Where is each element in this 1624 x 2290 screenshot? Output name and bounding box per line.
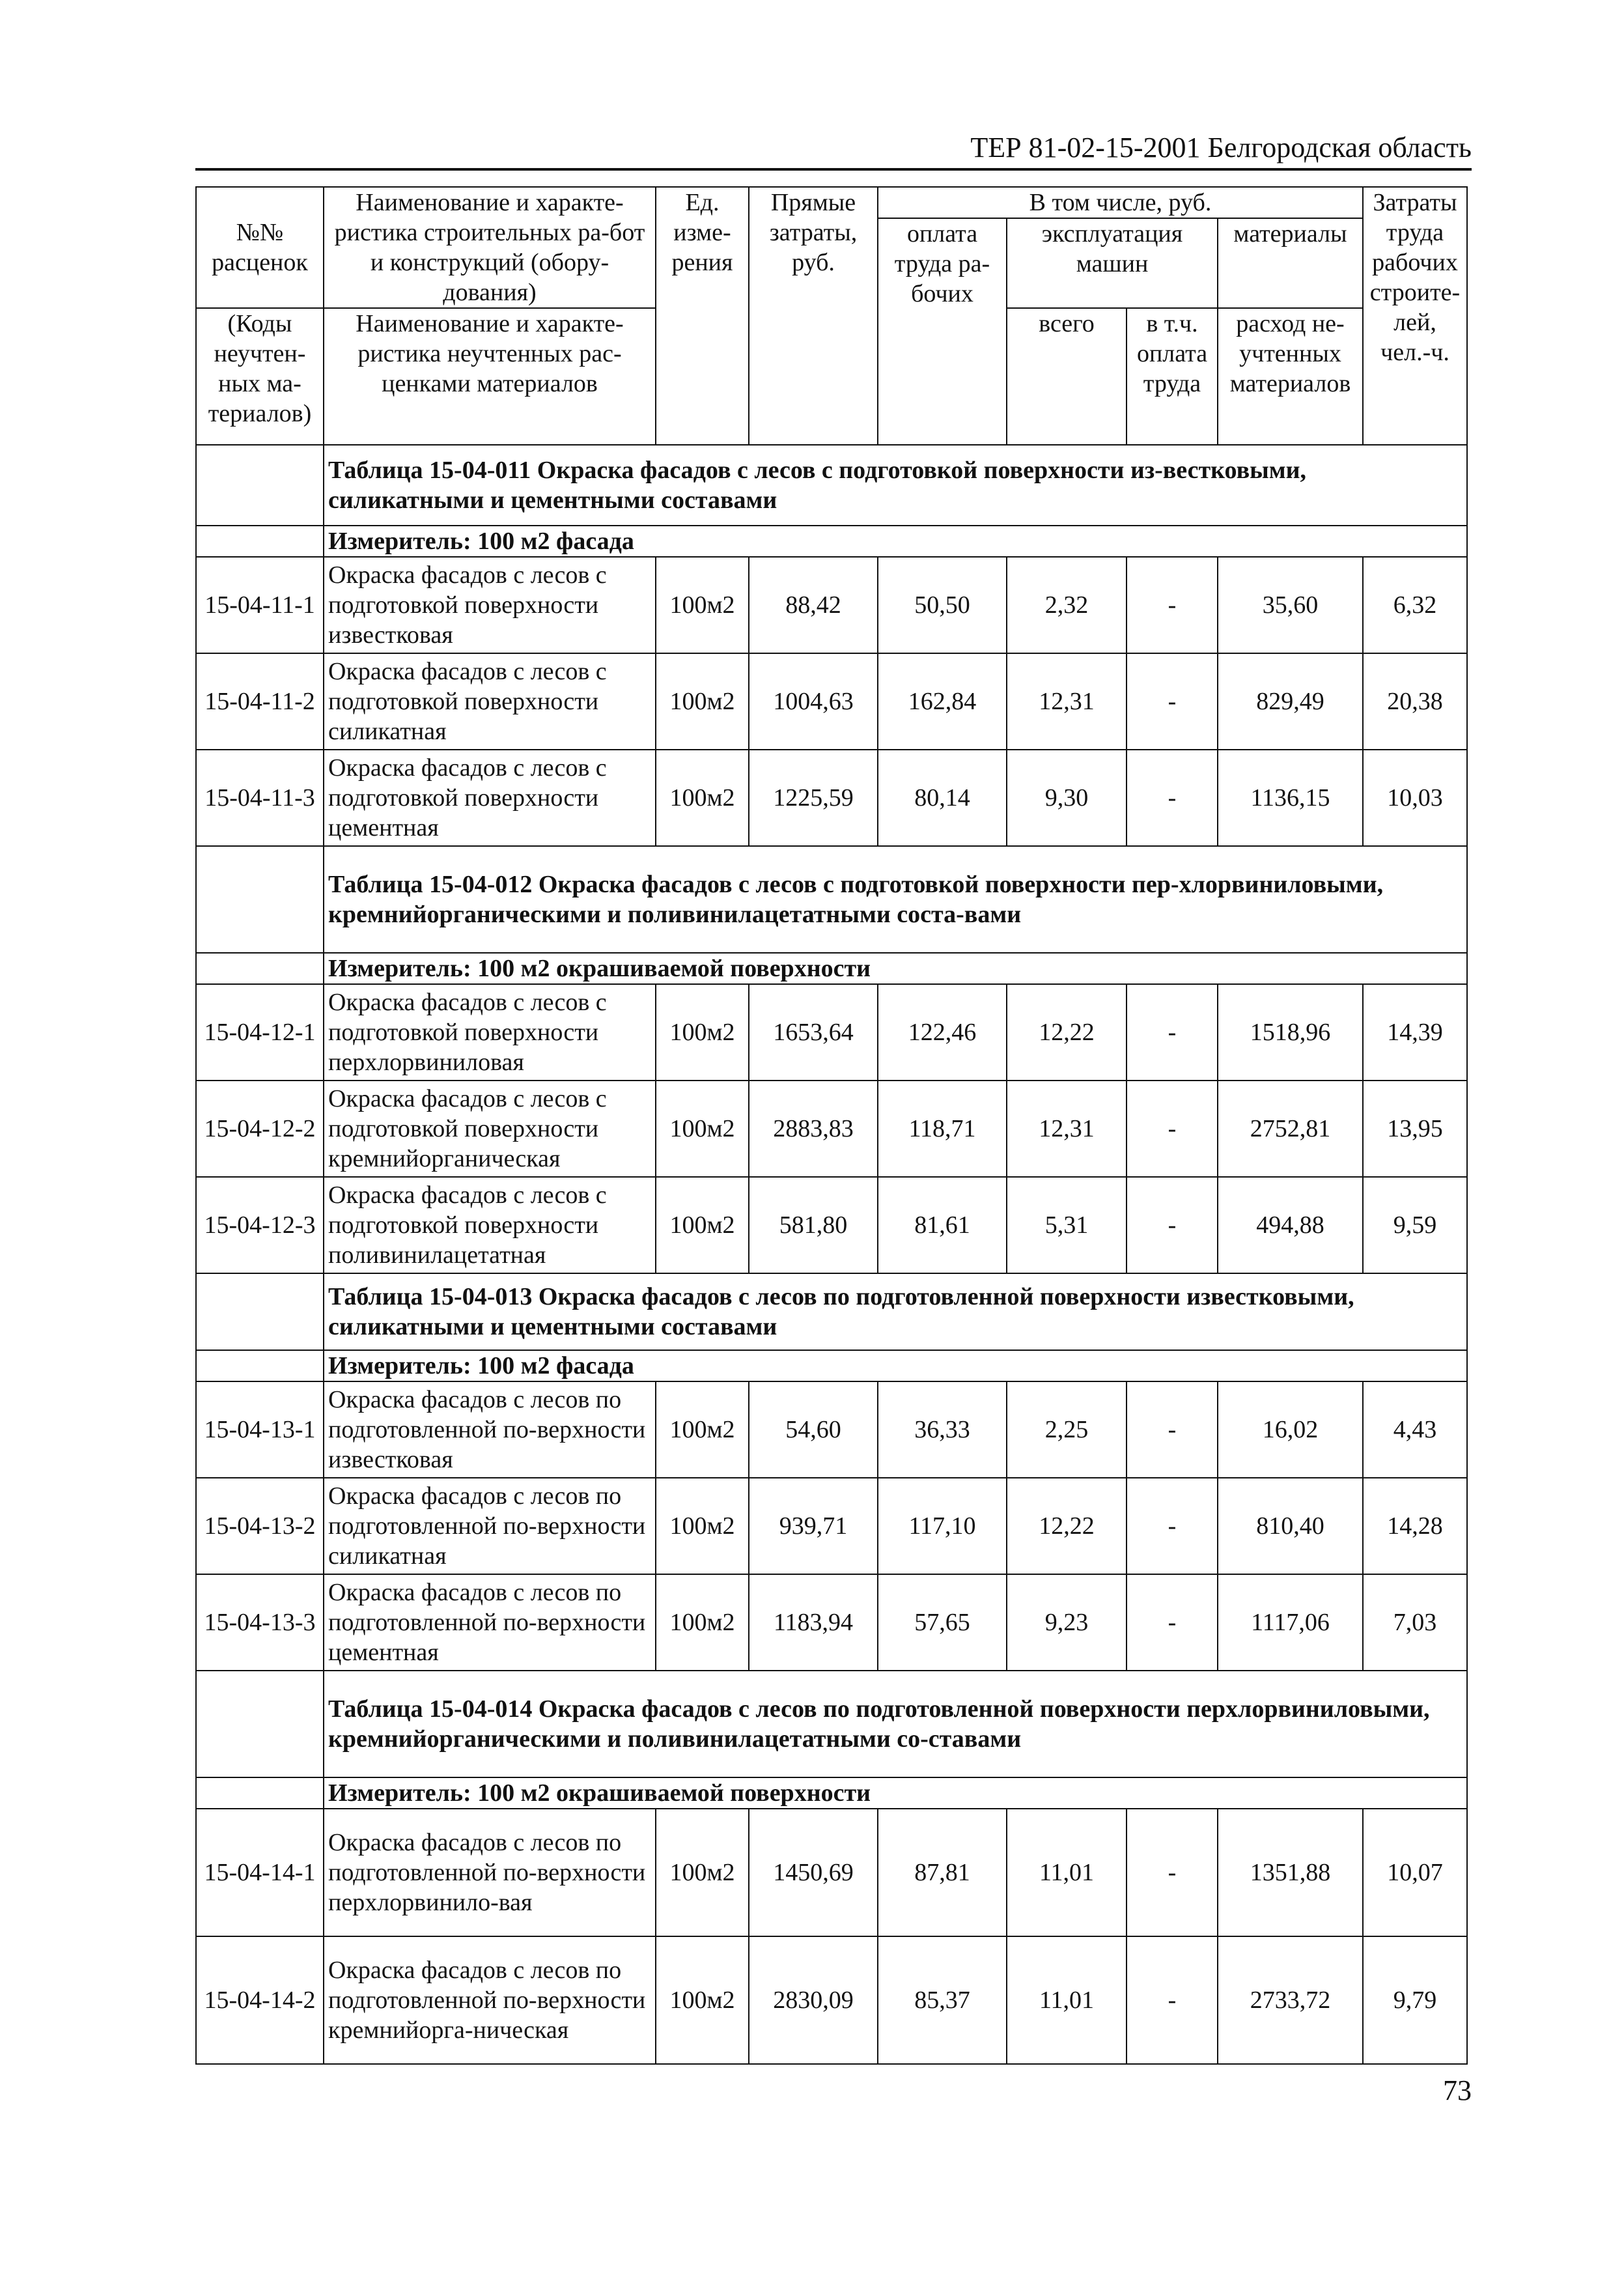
table-title-row — [196, 1671, 1467, 1777]
rate-code: 15-04-12-3 — [196, 1177, 324, 1273]
unit-cell: 100м2 — [656, 750, 749, 846]
unit-cell: 100м2 — [656, 1574, 749, 1671]
labor-hours-cell: 10,03 — [1363, 750, 1467, 846]
table-title-row — [196, 1273, 1467, 1350]
work-name: Окраска фасадов с лесов по подготовленной по-верхности кремнийорга-ническая — [324, 1936, 656, 2064]
table-measure: Измеритель: 100 м2 окрашиваемой поверхности — [324, 1777, 1467, 1809]
header-row-1 — [196, 187, 1467, 218]
header-name-unaccounted: Наименование и характе-ристика неучтенных рас-ценками материалов — [324, 308, 656, 445]
work-name: Окраска фасадов с лесов с подготовкой поверхности известковая — [324, 557, 656, 653]
measure-row — [196, 1777, 1467, 1809]
unit-cell: 100м2 — [656, 1081, 749, 1177]
labor-cost-cell: 80,14 — [878, 750, 1007, 846]
header-unit: Ед. изме-рения — [656, 187, 749, 445]
unit-cell: 100м2 — [656, 653, 749, 750]
measure-row — [196, 953, 1467, 984]
unit-cell: 100м2 — [656, 1177, 749, 1273]
materials-cell: 810,40 — [1218, 1478, 1363, 1574]
table-measure: Измеритель: 100 м2 фасада — [324, 526, 1467, 557]
rate-code: 15-04-12-2 — [196, 1081, 324, 1177]
work-name: Окраска фасадов с лесов с подготовкой поверхности поливинилацетатная — [324, 1177, 656, 1273]
price-table-body — [196, 187, 1467, 2064]
header-machines: эксплуатация машин — [1007, 218, 1218, 308]
materials-cell: 35,60 — [1218, 557, 1363, 653]
table-row — [196, 557, 1467, 653]
header-including: В том числе, руб. — [878, 187, 1363, 218]
machines-wage-cell: - — [1127, 1809, 1218, 1936]
labor-hours-cell: 14,28 — [1363, 1478, 1467, 1574]
labor-cost-cell: 122,46 — [878, 984, 1007, 1081]
labor-cost-cell: 87,81 — [878, 1809, 1007, 1936]
machines-total-cell: 11,01 — [1007, 1809, 1127, 1936]
materials-cell: 16,02 — [1218, 1381, 1363, 1478]
labor-cost-cell: 81,61 — [878, 1177, 1007, 1273]
work-name: Окраска фасадов с лесов по подготовленной по-верхности силикатная — [324, 1478, 656, 1574]
rate-code: 15-04-14-1 — [196, 1809, 324, 1936]
labor-cost-cell: 117,10 — [878, 1478, 1007, 1574]
labor-cost-cell: 50,50 — [878, 557, 1007, 653]
materials-cell: 1117,06 — [1218, 1574, 1363, 1671]
table-title-row — [196, 846, 1467, 953]
rate-code: 15-04-14-2 — [196, 1936, 324, 2064]
header-name: Наименование и характе-ристика строительных ра-бот и конструкций (обору-дования) — [324, 187, 656, 308]
labor-cost-cell: 85,37 — [878, 1936, 1007, 2064]
table-row — [196, 1936, 1467, 2064]
labor-hours-cell: 13,95 — [1363, 1081, 1467, 1177]
header-unaccounted-materials: расход не-учтенных материалов — [1218, 308, 1363, 445]
table-row — [196, 1478, 1467, 1574]
work-name: Окраска фасадов с лесов по подготовленной по-верхности известковая — [324, 1381, 656, 1478]
header-materials: материалы — [1218, 218, 1363, 308]
machines-wage-cell: - — [1127, 984, 1218, 1081]
table-row — [196, 1574, 1467, 1671]
rate-code: 15-04-11-1 — [196, 557, 324, 653]
unit-cell: 100м2 — [656, 1478, 749, 1574]
work-name: Окраска фасадов с лесов по подготовленной по-верхности перхлорвинило-вая — [324, 1809, 656, 1936]
table-row — [196, 653, 1467, 750]
labor-hours-cell: 9,79 — [1363, 1936, 1467, 2064]
machines-wage-cell: - — [1127, 1478, 1218, 1574]
machines-total-cell: 5,31 — [1007, 1177, 1127, 1273]
table-title-row — [196, 445, 1467, 526]
unit-cell: 100м2 — [656, 1936, 749, 2064]
header-machines-wage: в т.ч. оплата труда — [1127, 308, 1218, 445]
work-name: Окраска фасадов с лесов с подготовкой поверхности перхлорвиниловая — [324, 984, 656, 1081]
direct-costs-cell: 581,80 — [749, 1177, 878, 1273]
materials-cell: 1518,96 — [1218, 984, 1363, 1081]
machines-total-cell: 2,32 — [1007, 557, 1127, 653]
direct-costs-cell: 1653,64 — [749, 984, 878, 1081]
header-machines-total: всего — [1007, 308, 1127, 445]
work-name: Окраска фасадов с лесов с подготовкой поверхности цементная — [324, 750, 656, 846]
machines-wage-cell: - — [1127, 750, 1218, 846]
measure-code-cell — [196, 526, 324, 557]
measure-row — [196, 1350, 1467, 1381]
header-labor-hours: Затраты труда рабочих строите-лей, чел.-ч. — [1363, 187, 1467, 445]
labor-hours-cell: 7,03 — [1363, 1574, 1467, 1671]
rate-code: 15-04-13-1 — [196, 1381, 324, 1478]
labor-cost-cell: 118,71 — [878, 1081, 1007, 1177]
materials-cell: 829,49 — [1218, 653, 1363, 750]
title-code-cell — [196, 1671, 324, 1777]
header-labor-cost: оплата труда ра-бочих — [878, 218, 1007, 445]
materials-cell: 2752,81 — [1218, 1081, 1363, 1177]
work-name: Окраска фасадов с лесов по подготовленной по-верхности цементная — [324, 1574, 656, 1671]
labor-hours-cell: 9,59 — [1363, 1177, 1467, 1273]
labor-hours-cell: 6,32 — [1363, 557, 1467, 653]
machines-total-cell: 12,31 — [1007, 1081, 1127, 1177]
materials-cell: 1351,88 — [1218, 1809, 1363, 1936]
machines-wage-cell: - — [1127, 557, 1218, 653]
table-row — [196, 1081, 1467, 1177]
machines-total-cell: 12,31 — [1007, 653, 1127, 750]
rate-code: 15-04-13-3 — [196, 1574, 324, 1671]
table-row — [196, 750, 1467, 846]
document-header: ТЕР 81-02-15-2001 Белгородская область — [970, 132, 1472, 163]
header-rule — [195, 168, 1472, 171]
title-code-cell — [196, 846, 324, 953]
machines-wage-cell: - — [1127, 1936, 1218, 2064]
header-direct-costs: Прямые затраты, руб. — [749, 187, 878, 445]
rate-code: 15-04-12-1 — [196, 984, 324, 1081]
direct-costs-cell: 54,60 — [749, 1381, 878, 1478]
machines-total-cell: 9,23 — [1007, 1574, 1127, 1671]
labor-hours-cell: 10,07 — [1363, 1809, 1467, 1936]
work-name: Окраска фасадов с лесов с подготовкой поверхности кремнийорганическая — [324, 1081, 656, 1177]
labor-cost-cell: 57,65 — [878, 1574, 1007, 1671]
table-measure: Измеритель: 100 м2 окрашиваемой поверхности — [324, 953, 1467, 984]
labor-cost-cell: 162,84 — [878, 653, 1007, 750]
unit-cell: 100м2 — [656, 557, 749, 653]
table-measure: Измеритель: 100 м2 фасада — [324, 1350, 1467, 1381]
title-code-cell — [196, 445, 324, 526]
materials-cell: 1136,15 — [1218, 750, 1363, 846]
direct-costs-cell: 1225,59 — [749, 750, 878, 846]
page-number: 73 — [1443, 2074, 1472, 2106]
machines-wage-cell: - — [1127, 1177, 1218, 1273]
unit-cell: 100м2 — [656, 1381, 749, 1478]
unit-cell: 100м2 — [656, 984, 749, 1081]
direct-costs-cell: 88,42 — [749, 557, 878, 653]
materials-cell: 2733,72 — [1218, 1936, 1363, 2064]
labor-cost-cell: 36,33 — [878, 1381, 1007, 1478]
machines-total-cell: 9,30 — [1007, 750, 1127, 846]
machines-total-cell: 12,22 — [1007, 1478, 1127, 1574]
direct-costs-cell: 1183,94 — [749, 1574, 878, 1671]
table-title: Таблица 15-04-011 Окраска фасадов с лесов с подготовкой поверхности из-вестковыми, силикатными и цементными составами — [324, 445, 1467, 526]
table-row — [196, 984, 1467, 1081]
measure-row — [196, 526, 1467, 557]
labor-hours-cell: 20,38 — [1363, 653, 1467, 750]
table-title: Таблица 15-04-012 Окраска фасадов с лесов с подготовкой поверхности пер-хлорвиниловыми, кремнийорганическими и поливинилацетатными соста-вами — [324, 846, 1467, 953]
unit-cell: 100м2 — [656, 1809, 749, 1936]
direct-costs-cell: 939,71 — [749, 1478, 878, 1574]
measure-code-cell — [196, 953, 324, 984]
price-table — [195, 186, 1468, 2065]
machines-wage-cell: - — [1127, 1574, 1218, 1671]
direct-costs-cell: 2883,83 — [749, 1081, 878, 1177]
header-code-unaccounted: (Коды неучтен-ных ма-териалов) — [196, 308, 324, 445]
machines-total-cell: 11,01 — [1007, 1936, 1127, 2064]
table-row — [196, 1177, 1467, 1273]
measure-code-cell — [196, 1350, 324, 1381]
machines-wage-cell: - — [1127, 1081, 1218, 1177]
table-title: Таблица 15-04-013 Окраска фасадов с лесов по подготовленной поверхности известковыми, силикатными и цементными составами — [324, 1273, 1467, 1350]
machines-total-cell: 12,22 — [1007, 984, 1127, 1081]
machines-wage-cell: - — [1127, 653, 1218, 750]
title-code-cell — [196, 1273, 324, 1350]
header-code: №№ расценок — [196, 187, 324, 308]
machines-total-cell: 2,25 — [1007, 1381, 1127, 1478]
rate-code: 15-04-13-2 — [196, 1478, 324, 1574]
labor-hours-cell: 14,39 — [1363, 984, 1467, 1081]
work-name: Окраска фасадов с лесов с подготовкой поверхности силикатная — [324, 653, 656, 750]
table-row — [196, 1809, 1467, 1936]
direct-costs-cell: 1004,63 — [749, 653, 878, 750]
table-row — [196, 1381, 1467, 1478]
direct-costs-cell: 1450,69 — [749, 1809, 878, 1936]
table-title: Таблица 15-04-014 Окраска фасадов с лесов по подготовленной поверхности перхлорвиниловыми, кремнийорганическими и поливинилацетатными со-ставами — [324, 1671, 1467, 1777]
materials-cell: 494,88 — [1218, 1177, 1363, 1273]
rate-code: 15-04-11-2 — [196, 653, 324, 750]
direct-costs-cell: 2830,09 — [749, 1936, 878, 2064]
rate-code: 15-04-11-3 — [196, 750, 324, 846]
measure-code-cell — [196, 1777, 324, 1809]
machines-wage-cell: - — [1127, 1381, 1218, 1478]
labor-hours-cell: 4,43 — [1363, 1381, 1467, 1478]
